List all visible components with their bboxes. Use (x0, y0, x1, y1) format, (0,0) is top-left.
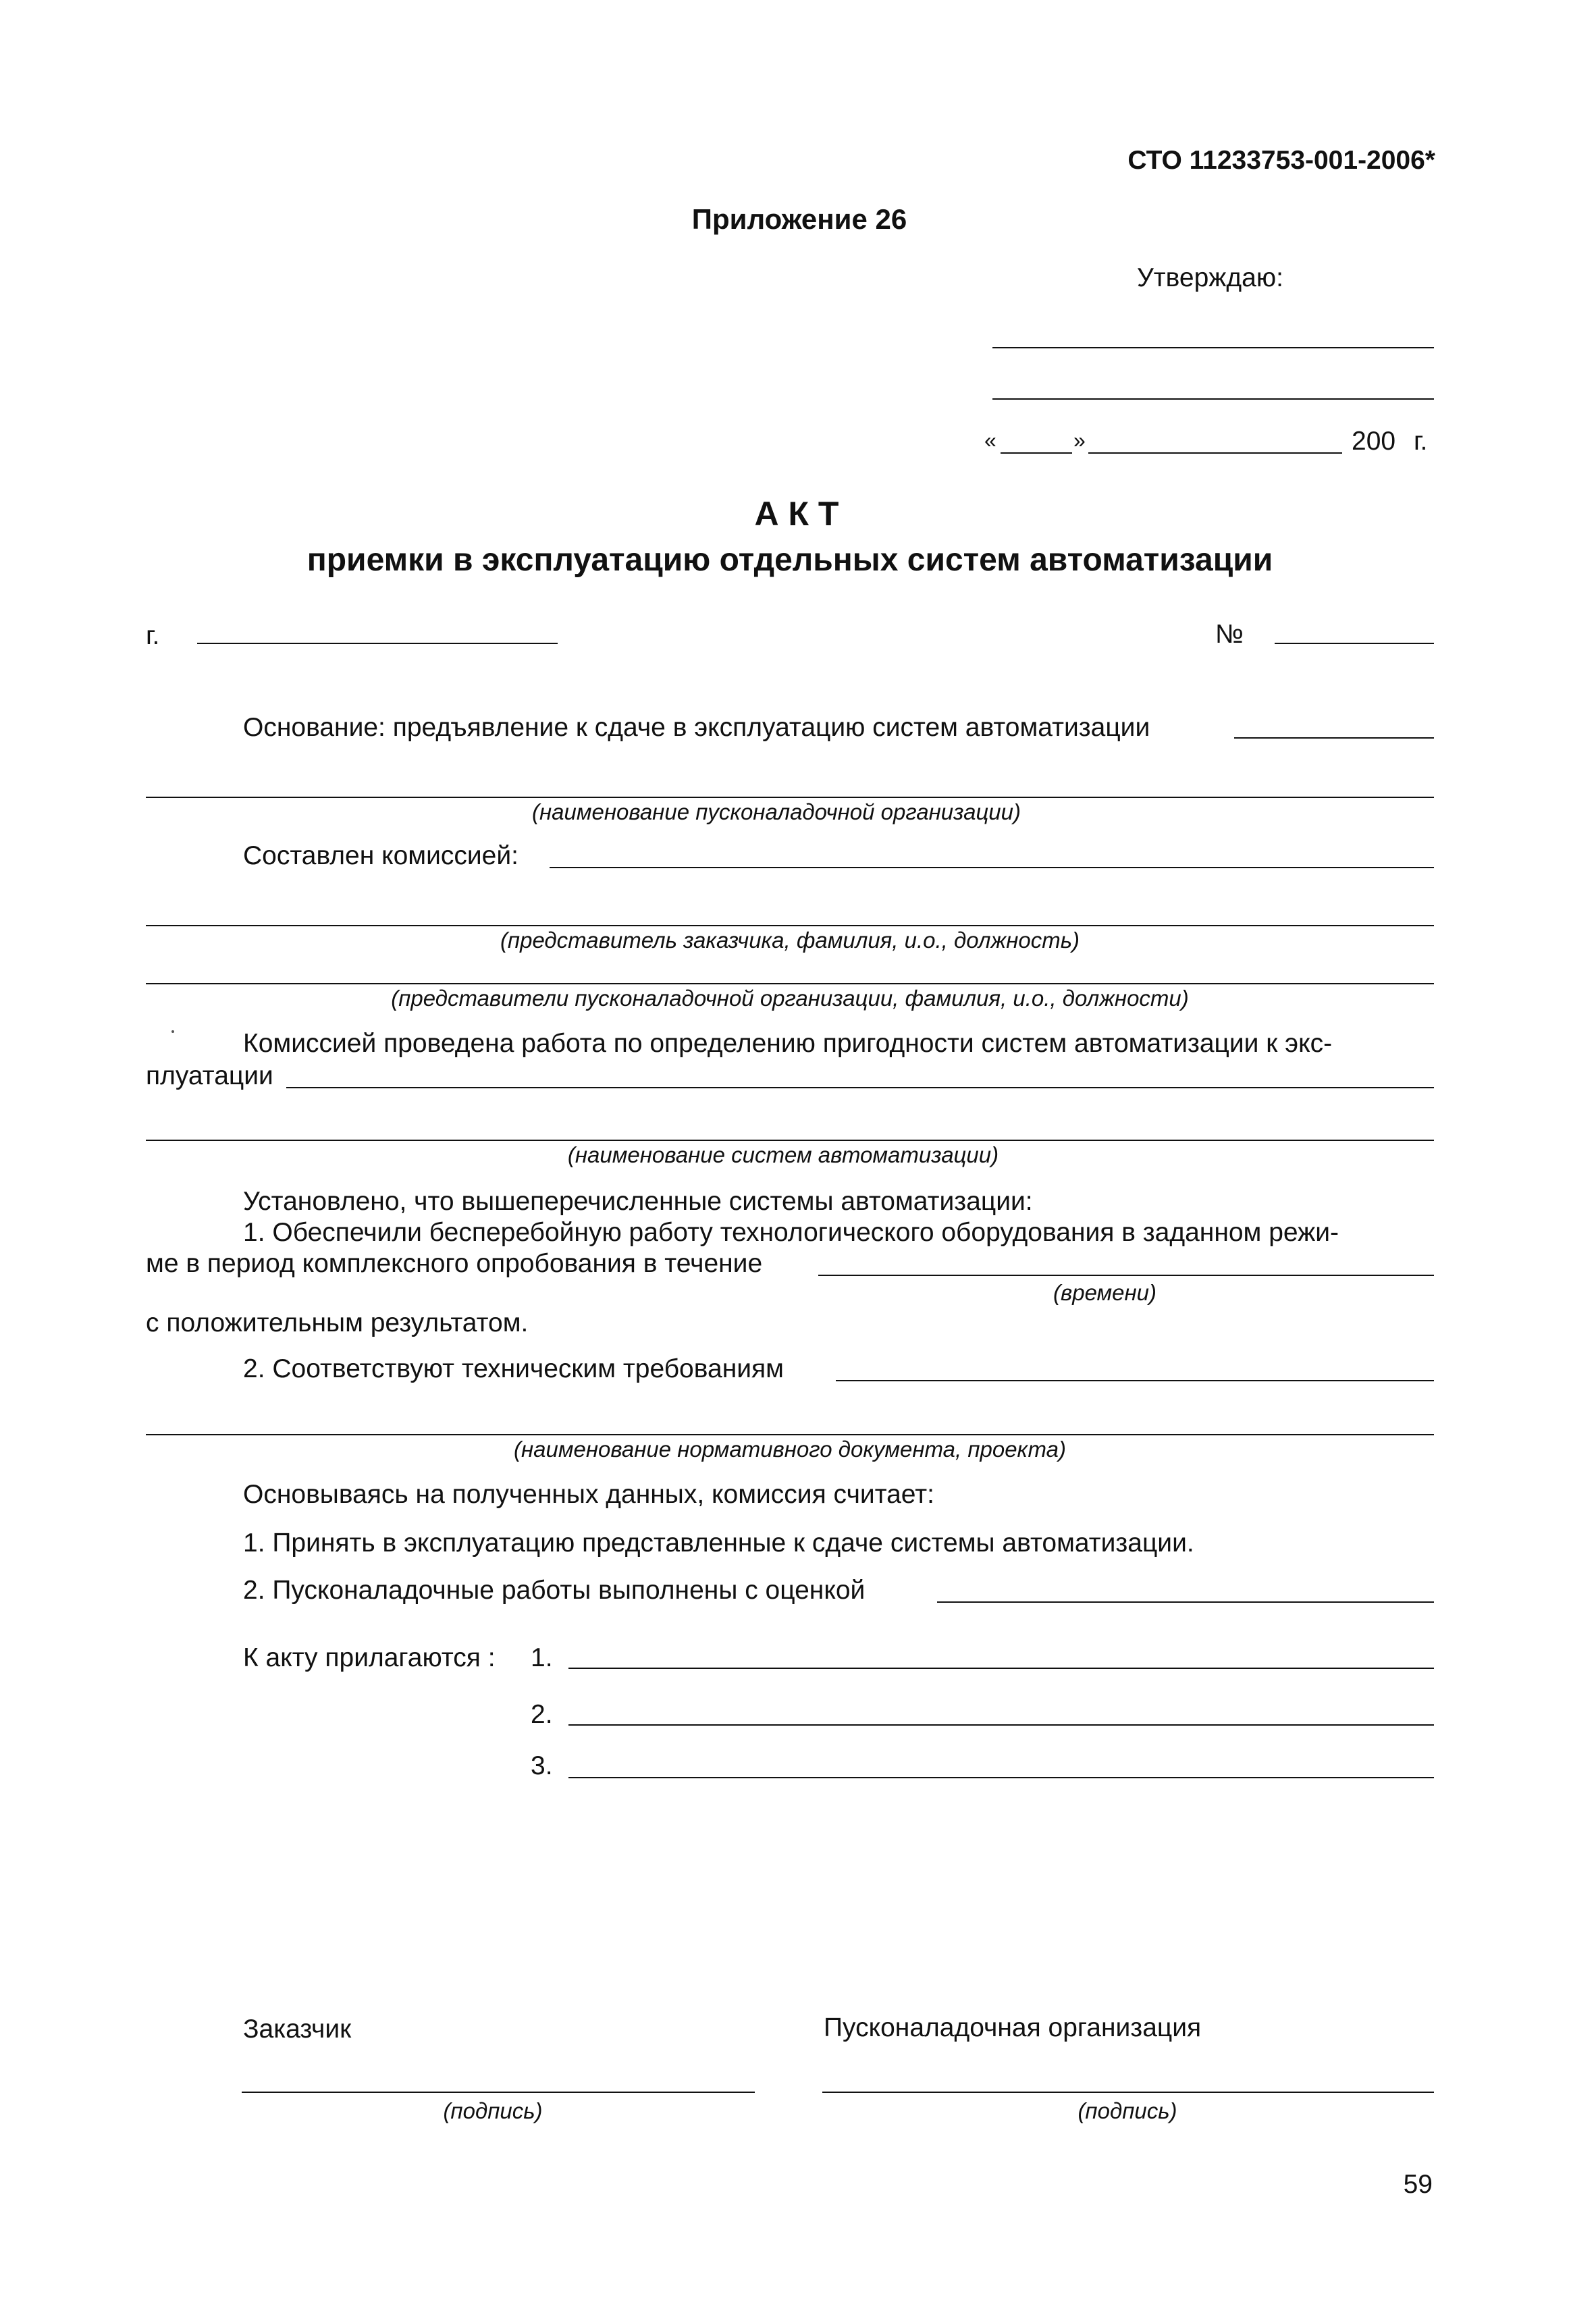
signature-organization-caption: (подпись) (1078, 2098, 1177, 2123)
commission-caption-customer: (представитель заказчика, фамилия, и.о., должность) (500, 928, 1080, 953)
work-line (286, 1087, 1434, 1088)
attachment-line-1 (568, 1668, 1434, 1669)
approval-quote-open: « (984, 428, 996, 452)
attachment-number-2: 2. (531, 1700, 553, 1729)
page-number: 59 (1403, 2170, 1433, 2199)
approval-label: Утверждаю: (1137, 263, 1283, 292)
approval-month-line (1088, 452, 1342, 454)
established-result: с положительным результатом. (146, 1308, 529, 1337)
approval-line-1 (992, 347, 1434, 348)
act-title: А К Т (754, 495, 839, 533)
established-time-line (818, 1275, 1434, 1276)
established-intro: Установлено, что вышеперечисленные системы автоматизации: (243, 1187, 1033, 1216)
number-prefix: № (1215, 620, 1244, 649)
appendix-title: Приложение 26 (691, 203, 907, 235)
work-line-2: плуатации (146, 1061, 273, 1090)
basis-line (146, 797, 1434, 798)
signature-customer-caption: (подпись) (443, 2098, 543, 2123)
established-doc-caption: (наименование нормативного документа, проекта) (514, 1437, 1066, 1462)
approval-day-line (1001, 452, 1072, 454)
approval-year: 200 (1352, 427, 1396, 456)
attachment-number-1: 1. (531, 1643, 553, 1672)
work-line-1: Комиссией проведена работа по определению пригодности систем автоматизации к экс- (243, 1029, 1333, 1058)
commission-line-3 (146, 983, 1434, 984)
number-line (1275, 643, 1434, 644)
signature-organization-line (822, 2092, 1434, 2093)
basis-caption: (наименование пусконаладочной организации) (531, 799, 1021, 824)
commission-label: Составлен комиссией: (243, 841, 518, 870)
signature-organization-label: Пусконаладочная организация (824, 2013, 1202, 2042)
signature-customer-label: Заказчик (243, 2015, 352, 2044)
basis-line-end (1234, 737, 1434, 739)
established-req-line (836, 1380, 1434, 1381)
approval-year-suffix: г. (1414, 427, 1428, 456)
established-doc-line (146, 1434, 1434, 1435)
commission-line-2 (146, 925, 1434, 926)
attachment-line-3 (568, 1777, 1434, 1778)
approval-line-2 (992, 398, 1434, 400)
commission-caption-org: (представители пусконаладочной организации, фамилия, и.о., должности) (391, 986, 1189, 1011)
approval-quote-close: » (1073, 428, 1086, 452)
work-caption: (наименование систем автоматизации) (567, 1142, 999, 1167)
established-item2: 2. Соответствуют техническим требованиям (243, 1354, 784, 1383)
city-line (197, 643, 558, 644)
attachments-label: К акту прилагаются : (243, 1643, 496, 1672)
scan-speck (171, 1030, 174, 1033)
decision-item2: 2. Пусконаладочные работы выполнены с оценкой (243, 1576, 866, 1605)
work-systems-line (146, 1140, 1434, 1141)
city-prefix: г. (146, 621, 160, 650)
attachment-number-3: 3. (531, 1751, 553, 1780)
document-number: СТО 11233753-001-2006* (1127, 146, 1435, 175)
attachment-line-2 (568, 1724, 1434, 1726)
established-item1-line1: 1. Обеспечили бесперебойную работу технологического оборудования в заданном режи- (243, 1218, 1339, 1247)
signature-customer-line (242, 2092, 755, 2093)
basis-text: Основание: предъявление к сдаче в эксплуатацию систем автоматизации (243, 713, 1150, 742)
decision-grade-line (937, 1601, 1434, 1603)
established-item1-line2: ме в период комплексного опробования в течение (146, 1249, 763, 1278)
act-subtitle: приемки в эксплуатацию отдельных систем автоматизации (307, 542, 1273, 578)
commission-line-1 (550, 867, 1434, 868)
established-time-caption: (времени) (1053, 1280, 1157, 1305)
decision-item1: 1. Принять в эксплуатацию представленные к сдаче системы автоматизации. (243, 1528, 1194, 1558)
decision-intro: Основываясь на полученных данных, комиссия считает: (243, 1480, 934, 1509)
